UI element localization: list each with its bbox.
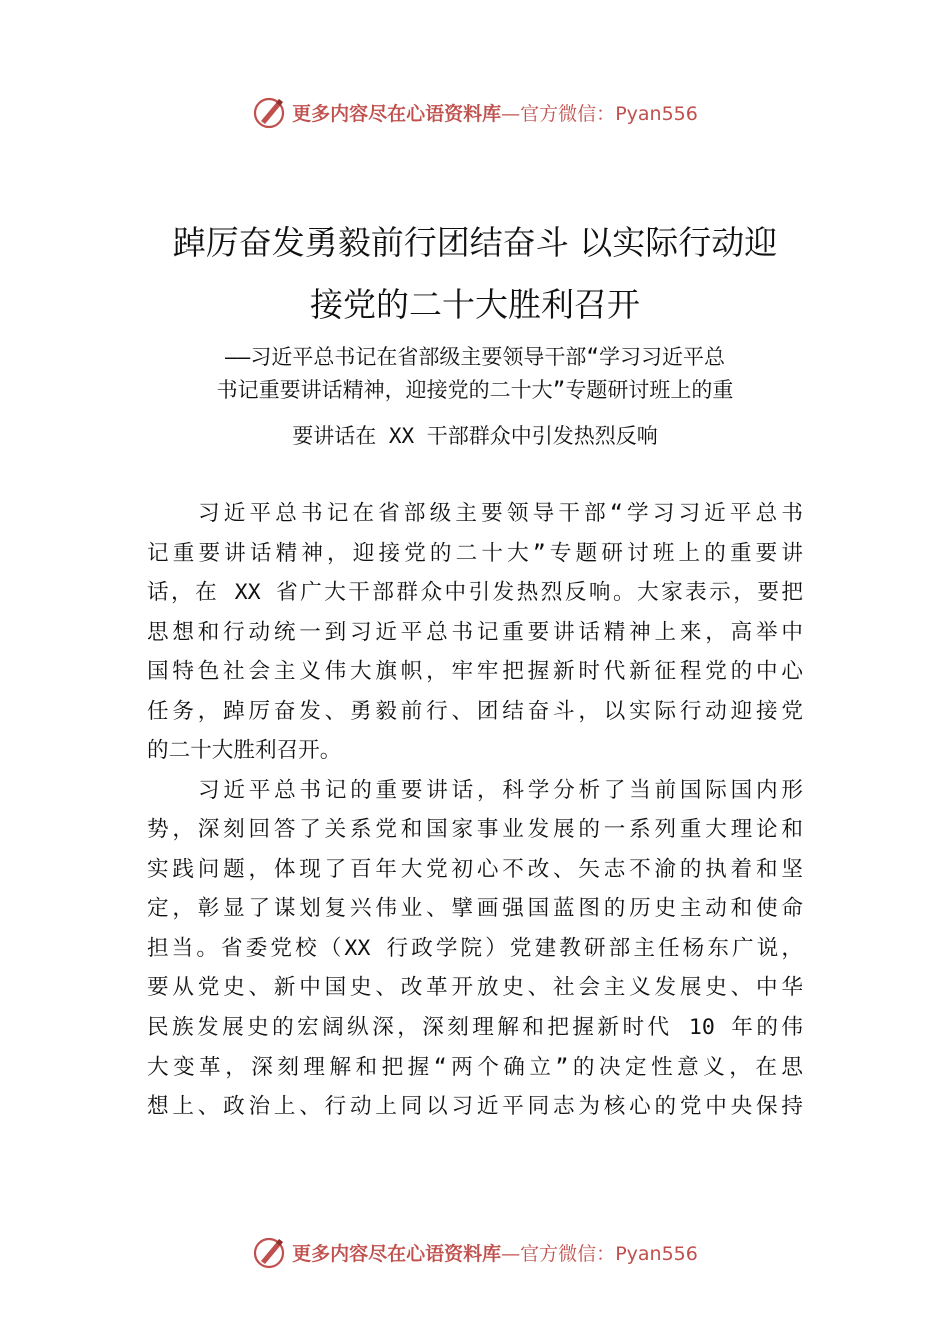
body-line: 思想和行动统一到习近平总书记重要讲话精神上来，高举中: [147, 620, 803, 645]
body-line: 大变革，深刻理解和把握“两个确立”的决定性意义，在思: [147, 1055, 803, 1080]
body-line: 定，彰显了谋划复兴伟业、擘画强国蓝图的历史主动和使命: [147, 896, 803, 921]
body-line: 势，深刻回答了关系党和国家事业发展的一系列重大理论和: [147, 817, 803, 842]
banner-text: [292, 99, 698, 126]
doc-subtitle-line-2: 书记重要讲话精神，迎接党的二十大”专题研讨班上的重: [216, 378, 734, 402]
body-line: 民族发展史的宏阔纵深，深刻理解和把握新时代 10 年的伟: [147, 1015, 803, 1040]
banner-dash: —: [501, 102, 521, 125]
body-line: 国特色社会主义伟大旗帜，牢牢把握新时代新征程党的中心: [147, 659, 803, 684]
banner-highlight: 更多内容尽在心语资料库: [292, 1242, 502, 1265]
body-line: 习近平总书记在省部级主要领导干部“学习习近平总书: [198, 501, 803, 526]
pen-circle-icon: [252, 94, 288, 130]
body-line: 话，在 XX 省广大干部群众中引发热烈反响。大家表示，要把: [147, 580, 803, 605]
body-line: 担当。省委党校（XX 行政学院）党建教研部主任杨东广说，: [147, 936, 803, 961]
banner-label: 官方微信：: [520, 102, 616, 125]
body-line: 任务，踔厉奋发、勇毅前行、团结奋斗，以实际行动迎接党: [147, 699, 803, 724]
doc-title-line-1: 踔厉奋发勇毅前行团结奋斗 以实际行动迎: [172, 223, 778, 262]
header-banner: [0, 92, 950, 132]
doc-subtitle-line-3: 要讲话在 XX 干部群众中引发热烈反响: [292, 424, 658, 448]
body-line: 习近平总书记的重要讲话，科学分析了当前国际国内形: [198, 778, 803, 803]
banner-account: Pyan556: [615, 1242, 698, 1265]
body-line: 要从党史、新中国史、改革开放史、社会主义发展史、中华: [147, 975, 803, 1000]
banner-account: Pyan556: [615, 102, 698, 125]
footer-banner: [0, 1232, 950, 1272]
doc-subtitle-line-1: ——习近平总书记在省部级主要领导干部“学习习近平总: [225, 345, 725, 369]
banner-text: [292, 1239, 698, 1266]
body-line: 想上、政治上、行动上同以习近平同志为核心的党中央保持: [147, 1094, 803, 1119]
body-line: 实践问题，体现了百年大党初心不改、矢志不渝的执着和坚: [147, 857, 803, 882]
body-line: 记重要讲话精神，迎接党的二十大”专题研讨班上的重要讲: [147, 541, 803, 566]
banner-dash: —: [501, 1242, 521, 1265]
banner-highlight: 更多内容尽在心语资料库: [292, 102, 502, 125]
doc-title-line-2: 接党的二十大胜利召开: [310, 285, 640, 324]
body-line: 的二十大胜利召开。: [147, 738, 342, 763]
pen-circle-icon: [252, 1234, 288, 1270]
banner-label: 官方微信：: [520, 1242, 616, 1265]
